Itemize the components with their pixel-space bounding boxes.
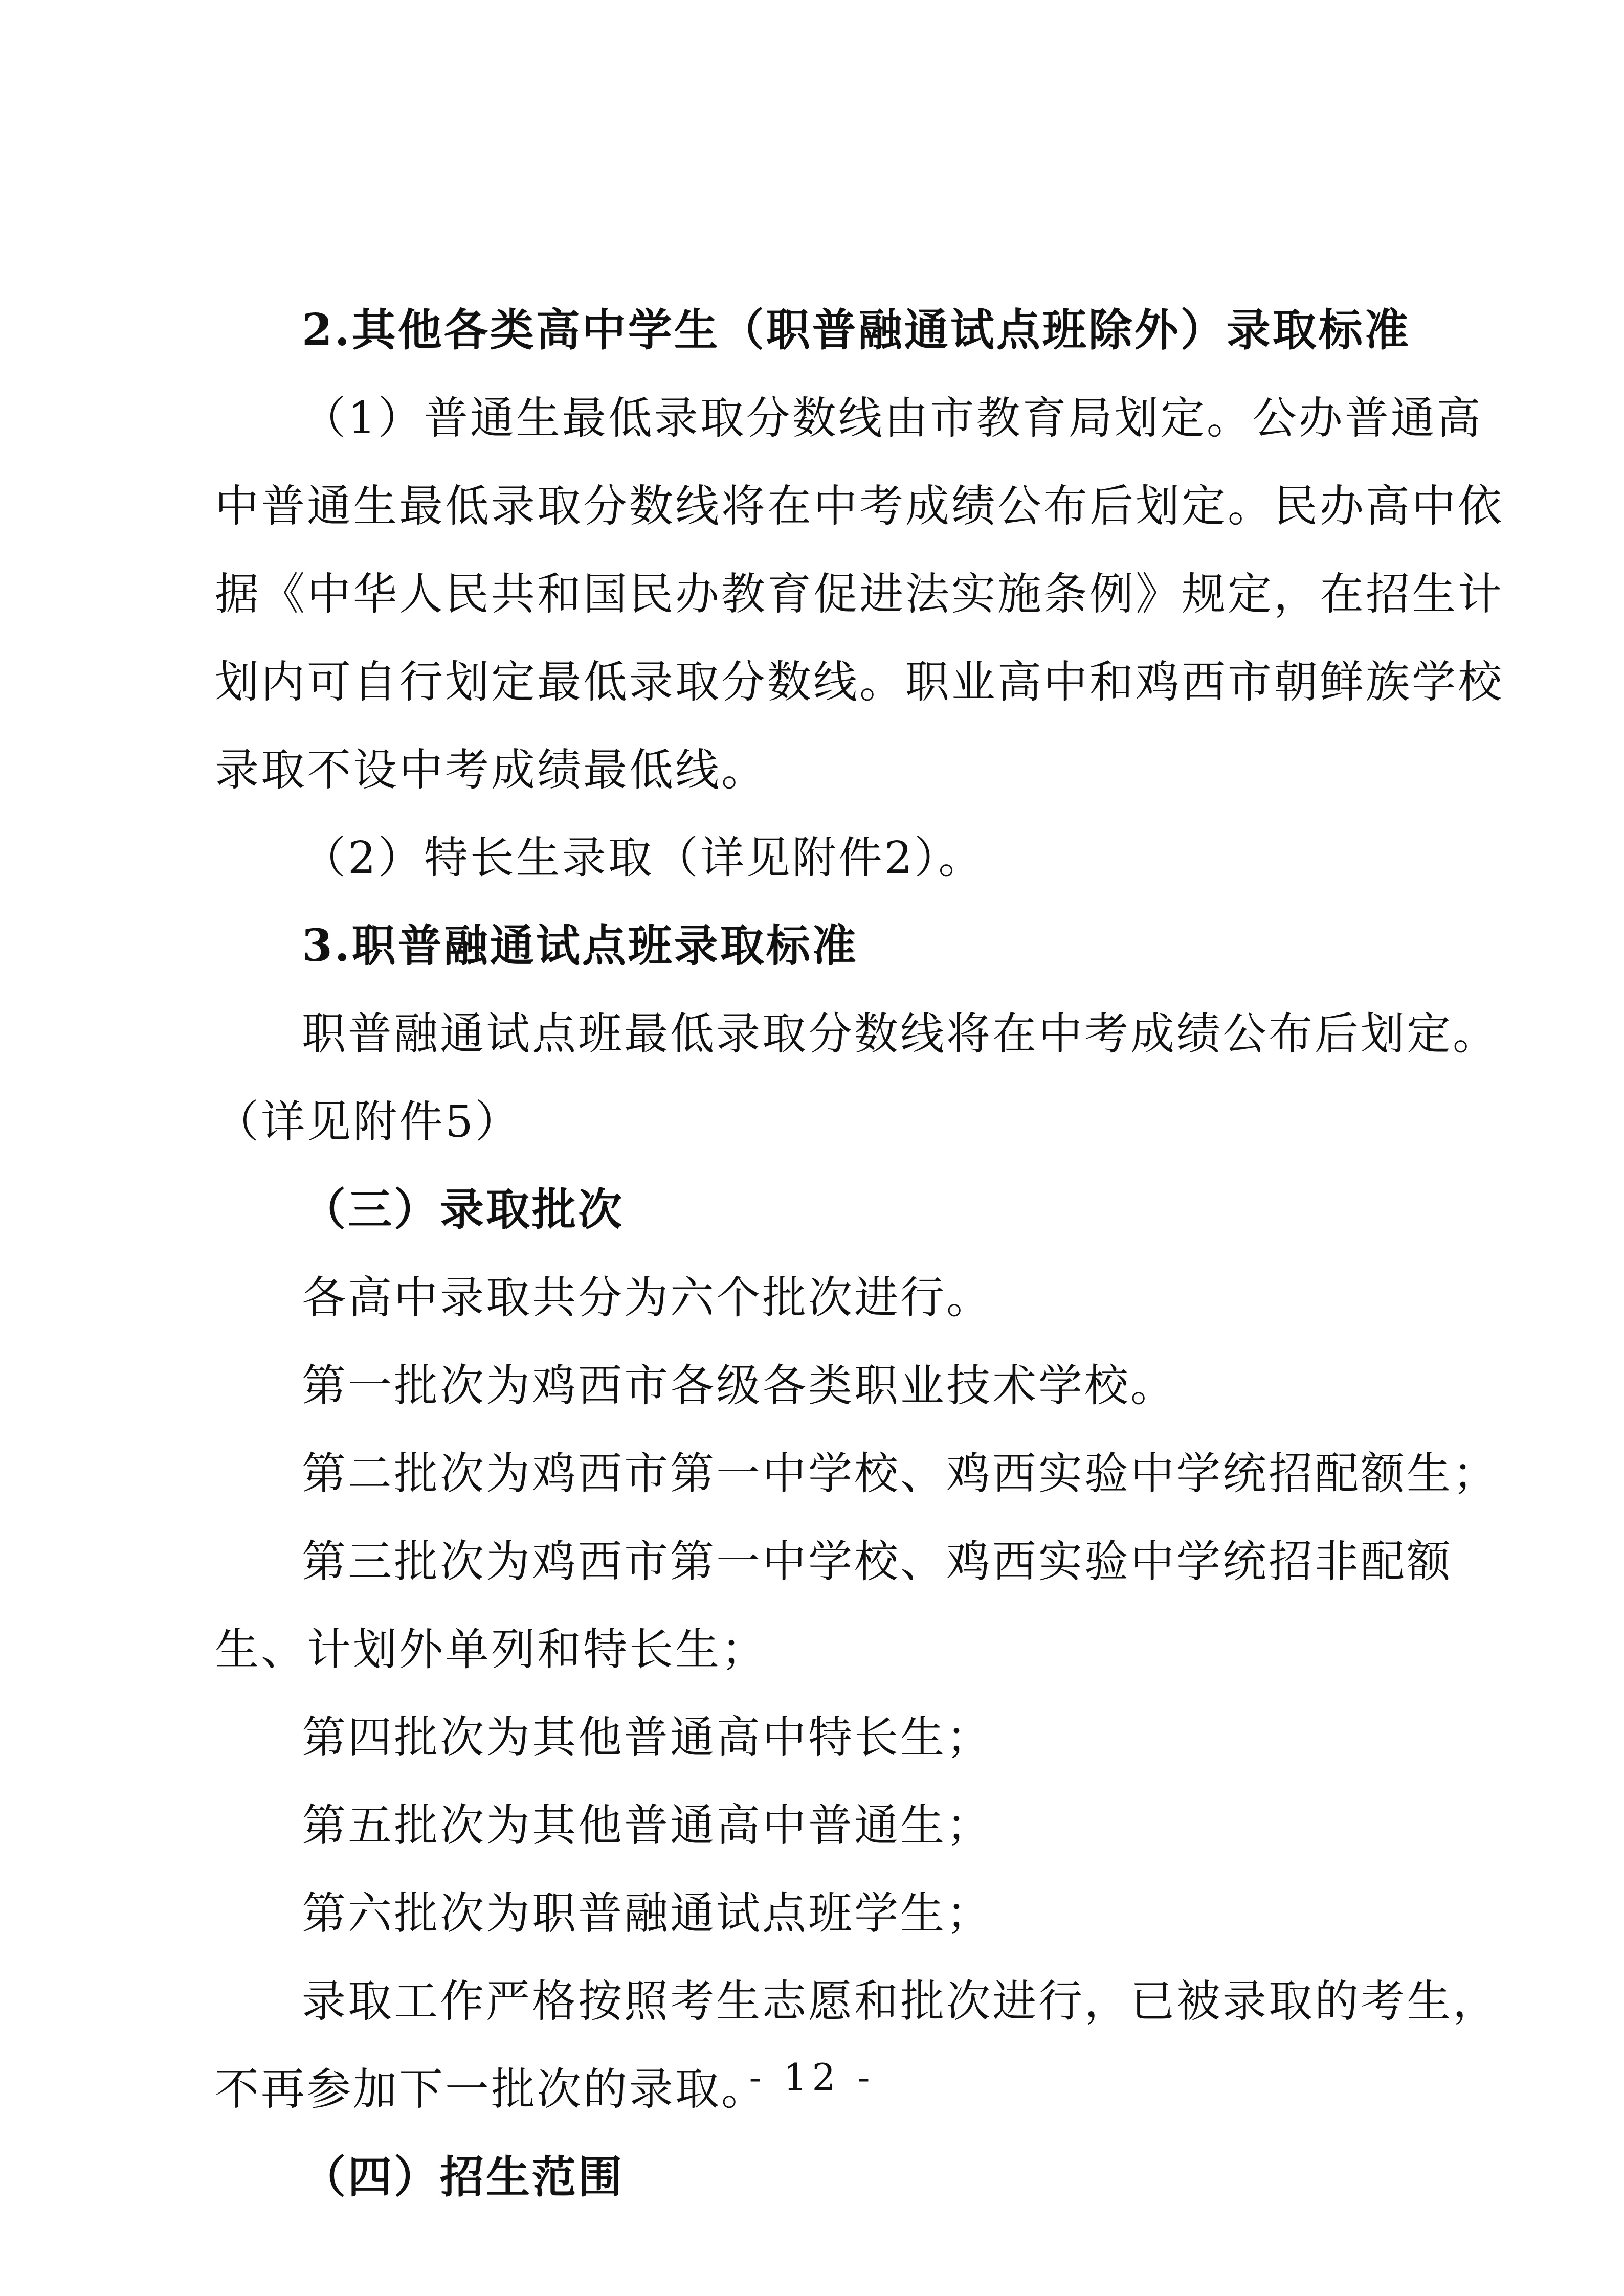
paragraph-line: 生、计划外单列和特长生； xyxy=(215,1624,767,1675)
paragraph-line: 第六批次为职普融通试点班学生； xyxy=(302,1888,992,1939)
paragraph-line: 录取不设中考成绩最低线。 xyxy=(215,745,767,796)
paragraph-line: 各高中录取共分为六个批次进行。 xyxy=(302,1272,992,1323)
paragraph-line: 中普通生最低录取分数线将在中考成绩公布后划定。民办高中依 xyxy=(215,481,1504,532)
paragraph-line: 第五批次为其他普通高中普通生； xyxy=(302,1800,992,1851)
section-heading: 3.职普融通试点班录取标准 xyxy=(302,920,858,972)
paragraph-line: 第三批次为鸡西市第一中学校、鸡西实验中学统招非配额 xyxy=(302,1536,1453,1587)
section-heading: （三）录取批次 xyxy=(302,1184,624,1235)
paragraph-line: 不再参加下一批次的录取。 xyxy=(215,2064,767,2115)
paragraph-line: 第一批次为鸡西市各级各类职业技术学校。 xyxy=(302,1360,1176,1411)
paragraph-line: 第二批次为鸡西市第一中学校、鸡西实验中学统招配额生； xyxy=(302,1448,1499,1499)
paragraph-line: 第四批次为其他普通高中特长生； xyxy=(302,1712,992,1763)
paragraph-line: （2）特长生录取（详见附件2）。 xyxy=(302,832,985,884)
paragraph-line: （1）普通生最低录取分数线由市教育局划定。公办普通高 xyxy=(302,393,1483,444)
paragraph-line: 职普融通试点班最低录取分数线将在中考成绩公布后划定。 xyxy=(302,1008,1499,1060)
paragraph-line: 据《中华人民共和国民办教育促进法实施条例》规定，在招生计 xyxy=(215,569,1504,620)
page-number: - 12 - xyxy=(749,2056,875,2099)
paragraph-line: 录取工作严格按照考生志愿和批次进行，已被录取的考生， xyxy=(302,1976,1499,2027)
section-heading: （四）招生范围 xyxy=(302,2151,624,2203)
paragraph-line: （详见附件5） xyxy=(215,1096,521,1147)
section-heading: 2.其他各类高中学生（职普融通试点班除外）录取标准 xyxy=(302,304,1411,356)
document-body xyxy=(215,286,1504,2221)
paragraph-line: 划内可自行划定最低录取分数线。职业高中和鸡西市朝鲜族学校 xyxy=(215,657,1504,708)
